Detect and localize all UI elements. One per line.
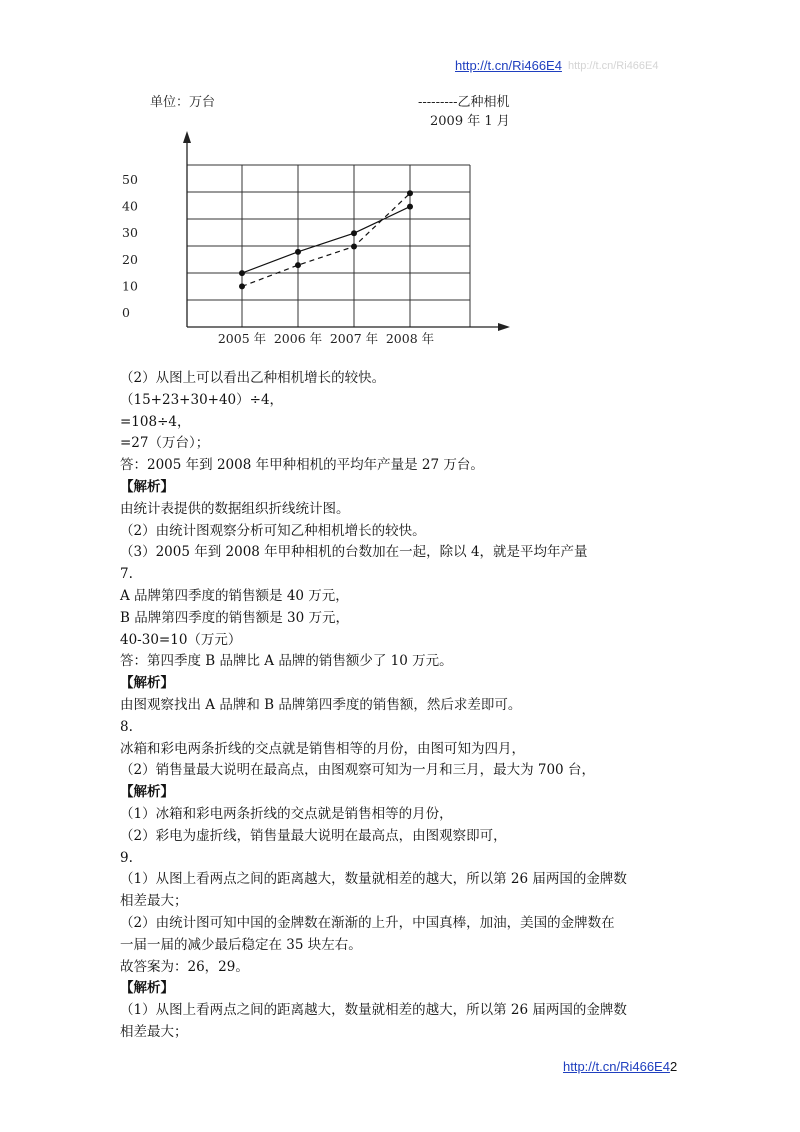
footer — [563, 1059, 677, 1074]
section-heading: 【解析】 — [120, 980, 174, 997]
x-tick-label: 2008 年 — [385, 331, 435, 346]
series-line-solid — [242, 207, 410, 274]
y-tick-label: 10 — [122, 278, 138, 294]
chart-legend: ---------乙种相机 — [418, 95, 510, 110]
data-point — [407, 190, 413, 196]
text-line: 相差最大； — [120, 1023, 188, 1040]
text-line: 冰箱和彩电两条折线的交点就是销售相等的月份，由图可知为四月， — [120, 740, 525, 757]
text-line: （1）从图上看两点之间的距离越大，数量就相差的越大，所以第 26 届两国的金牌数 — [120, 871, 627, 888]
text-line: （2）销售量最大说明在最高点，由图观察可知为一月和三月，最大为 700 台， — [120, 762, 595, 779]
text-line: 答：第四季度 B 品牌比 A 品牌的销售额少了 10 万元。 — [120, 653, 453, 670]
data-point — [351, 244, 357, 250]
page-number: 2 — [669, 1059, 678, 1074]
y-axis-arrow — [183, 131, 191, 143]
chart-unit-label: 单位：万台 — [150, 95, 216, 110]
y-tick-label: 40 — [122, 198, 138, 214]
line-chart — [110, 85, 520, 350]
section-heading: 【解析】 — [120, 478, 174, 495]
text-line: （2）彩电为虚折线，销售量最大说明在最高点，由图观察即可， — [120, 827, 507, 844]
text-line: 8. — [120, 718, 133, 735]
y-tick-label: 30 — [122, 225, 138, 241]
text-line: A 品牌第四季度的销售额是 40 万元， — [120, 587, 349, 604]
text-line: （15+23+30+40）÷4， — [120, 391, 284, 408]
text-line: （3）2005 年到 2008 年甲种相机的台数加在一起，除以 4，就是平均年产量 — [120, 544, 588, 561]
data-point — [295, 249, 301, 255]
text-line: （2）由统计图可知中国的金牌数在渐渐的上升，中国真棒，加油，美国的金牌数在 — [120, 914, 615, 931]
chart-y-ticks — [122, 172, 138, 320]
text-line: =108÷4， — [120, 413, 191, 430]
header-link[interactable]: http://t.cn/Ri466E4 — [455, 58, 562, 73]
y-tick-label: 0 — [122, 305, 130, 320]
y-tick-label: 20 — [122, 251, 138, 267]
data-point — [239, 283, 245, 289]
section-heading: 【解析】 — [120, 675, 174, 692]
x-tick-label: 2006 年 — [273, 331, 323, 346]
solution-text — [120, 368, 690, 1044]
data-point — [351, 230, 357, 236]
x-tick-label: 2007 年 — [329, 331, 379, 346]
data-point — [239, 270, 245, 276]
text-line: 由图观察找出 A 品牌和 B 品牌第四季度的销售额，然后求差即可。 — [120, 696, 522, 713]
text-line: 由统计表提供的数据组织折线统计图。 — [120, 500, 350, 517]
footer-link[interactable]: http://t.cn/Ri466E4 — [563, 1059, 670, 1074]
text-line: 相差最大； — [120, 893, 188, 910]
text-line: 答：2005 年到 2008 年甲种相机的平均年产量是 27 万台。 — [120, 457, 484, 474]
text-line: （1）从图上看两点之间的距离越大，数量就相差的越大，所以第 26 届两国的金牌数 — [120, 1002, 627, 1019]
text-line: 7. — [120, 566, 133, 583]
chart-date: 2009 年 1 月 — [430, 114, 510, 129]
chart-axes — [183, 131, 510, 331]
y-tick-label: 50 — [122, 172, 138, 187]
text-line: 9. — [120, 849, 133, 866]
text-line: 40-30=10（万元） — [120, 631, 242, 648]
chart-grid — [187, 165, 470, 327]
text-line: 一届一届的减少最后稳定在 35 块左右。 — [120, 936, 362, 953]
text-line: 故答案为：26，29。 — [120, 958, 249, 975]
data-point — [295, 262, 301, 268]
x-tick-label: 2005 年 — [217, 331, 267, 346]
series-line-dashed — [242, 193, 410, 286]
text-line: =27（万台）； — [120, 435, 210, 452]
chart-series — [239, 190, 413, 289]
text-line: （2）由统计图观察分析可知乙种相机增长的较快。 — [120, 522, 426, 539]
section-heading: 【解析】 — [120, 784, 174, 801]
chart-x-ticks — [218, 331, 434, 346]
text-line: B 品牌第四季度的销售额是 30 万元， — [120, 609, 349, 626]
text-line: （1）冰箱和彩电两条折线的交点就是销售相等的月份， — [120, 805, 453, 822]
header-link-ghost: http://t.cn/Ri466E4 — [568, 60, 659, 72]
x-axis-arrow — [498, 323, 510, 331]
data-point — [407, 204, 413, 210]
text-line: （2）从图上可以看出乙种相机增长的较快。 — [120, 370, 386, 386]
